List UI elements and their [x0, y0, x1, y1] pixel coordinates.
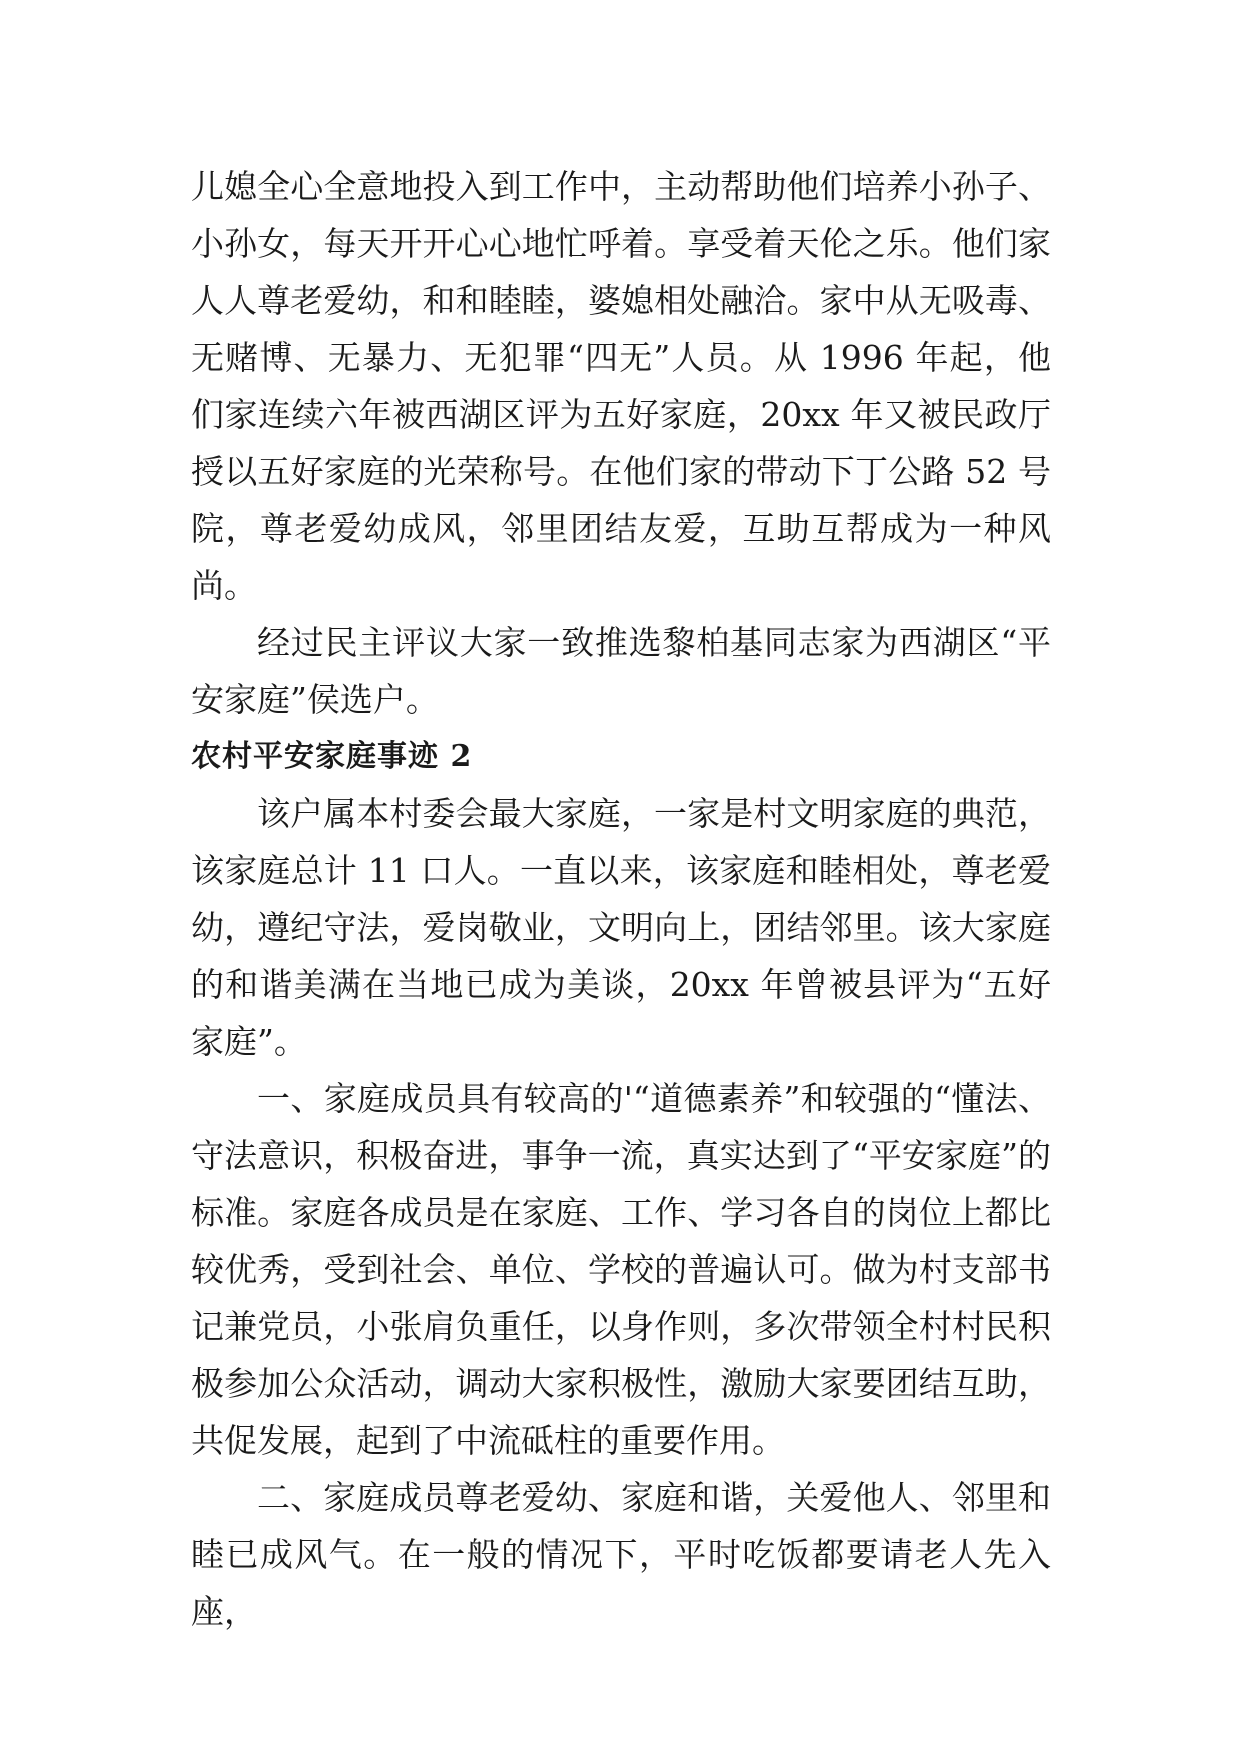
paragraph-point-one: 一、家庭成员具有较高的'“道德素养”和较强的“懂法、守法意识，积极奋进，事争一流，真实达到了“平安家庭”的标准。家庭各成员是在家庭、工作、学习各自的岗位上都比较优秀，受到社会、单位、学校的普遍认可。做为村支部书记兼党员，小张肩负重任，以身作则，多次带领全村村民积极参加公众活动，调动大家积极性，激励大家要团结互助，共促发展，起到了中流砥柱的重要作用。	[191, 1079, 1051, 1460]
document-body	[191, 158, 1051, 1640]
paragraph-point-two: 二、家庭成员尊老爱幼、家庭和谐，关爱他人、邻里和睦已成风气。在一般的情况下，平时吃饭都要请老人先入座，	[191, 1478, 1051, 1631]
paragraph-nomination: 经过民主评议大家一致推选黎柏基同志家为西湖区“平安家庭”侯选户。	[191, 623, 1051, 719]
paragraph-household-intro: 该户属本村委会最大家庭，一家是村文明家庭的典范，该家庭总计 11 口人。一直以来，该家庭和睦相处，尊老爱幼，遵纪守法，爱岗敬业，文明向上，团结邻里。该大家庭的和谐美满在当地已成为美谈，20xx 年曾被县评为“五好家庭”。	[191, 794, 1051, 1061]
paragraph-family-harmony: 儿媳全心全意地投入到工作中，主动帮助他们培养小孙子、小孙女，每天开开心心地忙呼着。享受着天伦之乐。他们家人人尊老爱幼，和和睦睦，婆媳相处融洽。家中从无吸毒、无赌博、无暴力、无犯罪“四无”人员。从 1996 年起，他们家连续六年被西湖区评为五好家庭，20xx 年又被民政厅授以五好家庭的光荣称号。在他们家的带动下丁公路 52 号院，尊老爱幼成风，邻里团结友爱，互助互帮成为一种风尚。	[191, 167, 1051, 605]
section-heading: 农村平安家庭事迹 2	[191, 739, 473, 774]
